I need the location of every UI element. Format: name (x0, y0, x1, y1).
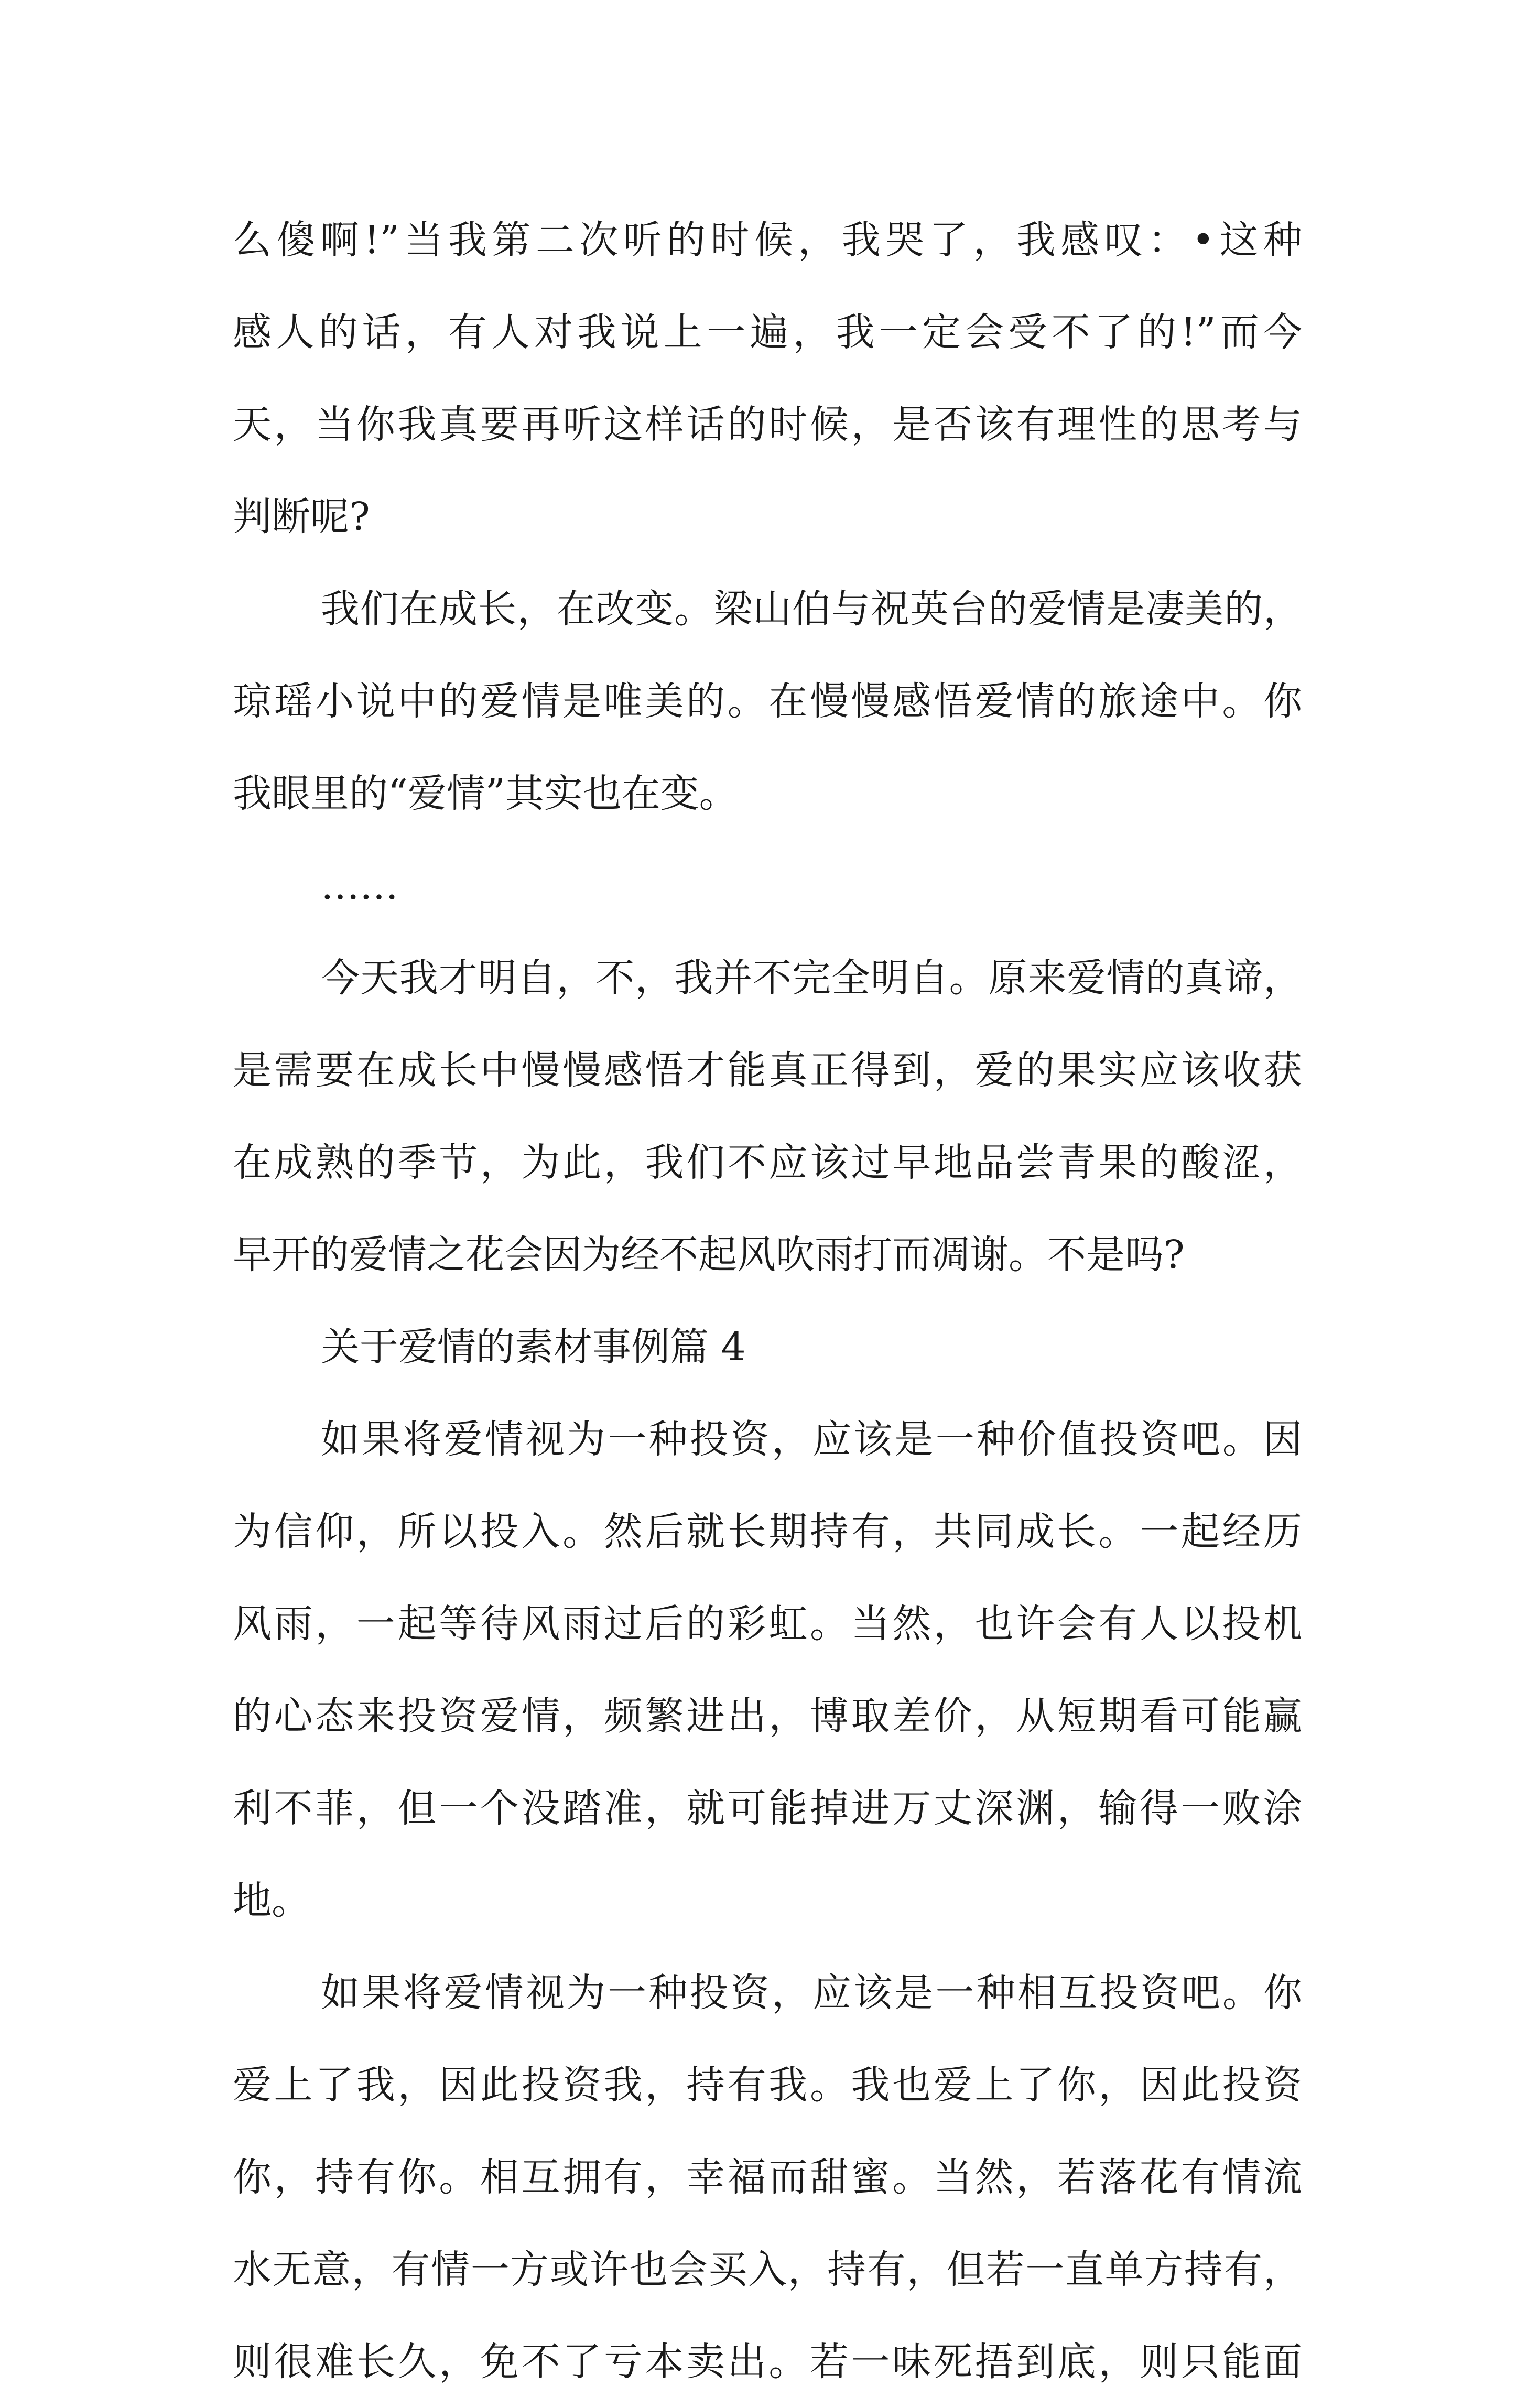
text-line: 我眼里的“爱情”其实也在变。 (233, 771, 738, 816)
text-line: 今天我才明自，不，我并不完全明自。原来爱情的真谛， (321, 956, 1302, 1001)
text-line: 早开的爱情之花会因为经不起风吹雨打而凋谢。不是吗? (233, 1232, 1185, 1277)
text-line: 在成熟的季节，为此，我们不应该过早地品尝青果的酸涩， (233, 1140, 1302, 1185)
text-line: 的心态来投资爱情，频繁进出，博取差价，从短期看可能赢 (233, 1694, 1302, 1739)
text-line: 如果将爱情视为一种投资，应该是一种价值投资吧。因 (321, 1417, 1302, 1462)
text-line: 琼瑶小说中的爱情是唯美的。在慢慢感悟爱情的旅途中。你 (233, 679, 1302, 724)
text-line: 如果将爱情视为一种投资，应该是一种相互投资吧。你 (321, 1970, 1302, 2015)
document-body (233, 194, 1302, 2408)
text-line: 水无意，有情一方或许也会买入，持有，但若一直单方持有， (233, 2247, 1302, 2292)
text-line: 你，持有你。相互拥有，幸福而甜蜜。当然，若落花有情流 (233, 2155, 1302, 2200)
text-line: 风雨，一起等待风雨过后的彩虹。当然，也许会有人以投机 (233, 1601, 1302, 1646)
text-line: 感人的话，有人对我说上一遍，我一定会受不了的!”而今 (233, 310, 1302, 355)
text-line: 判断呢? (233, 494, 370, 539)
text-line: 我们在成长，在改变。梁山伯与祝英台的爱情是凄美的， (321, 587, 1302, 632)
ellipsis-line: …… (321, 863, 398, 908)
section-heading: 关于爱情的素材事例篇 4 (321, 1325, 746, 1370)
text-line: 则很难长久，免不了亏本卖出。若一味死捂到底，则只能面 (233, 2339, 1302, 2384)
text-line: 天，当你我真要再听这样话的时候，是否该有理性的思考与 (233, 402, 1302, 447)
text-line: 利不菲，但一个没踏准，就可能掉进万丈深渊，输得一败涂 (233, 1786, 1302, 1831)
text-line: 地。 (233, 1878, 310, 1923)
text-line: 为信仰，所以投入。然后就长期持有，共同成长。一起经历 (233, 1509, 1302, 1554)
text-line: 是需要在成长中慢慢感悟才能真正得到，爱的果实应该收获 (233, 1048, 1302, 1093)
text-line: 么傻啊!”当我第二次听的时候，我哭了，我感叹：•这种 (233, 218, 1302, 263)
text-line: 爱上了我，因此投资我，持有我。我也爱上了你，因此投资 (233, 2063, 1302, 2108)
